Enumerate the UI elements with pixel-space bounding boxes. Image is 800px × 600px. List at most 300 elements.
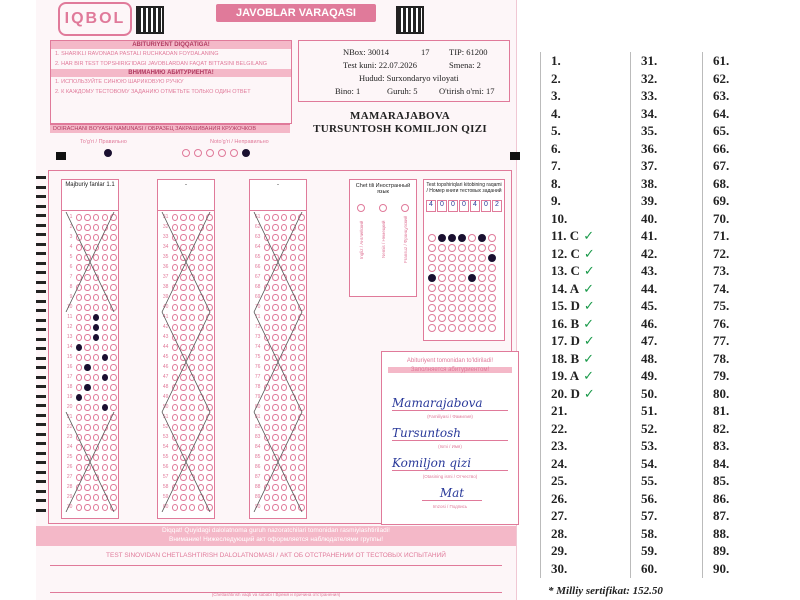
question-number: 37. <box>641 158 658 173</box>
answer-key-row <box>713 420 729 438</box>
seat-value: O'tirish o'rni: 17 <box>439 86 495 96</box>
question-number: 78. <box>713 350 730 366</box>
removal-act-caption: (Chetlashtirish vaqti va sababi / Время и причина отстранения) <box>211 592 341 597</box>
answer-bubble <box>102 344 108 351</box>
question-number: 45. <box>641 298 658 313</box>
bubble-row-number: 34 <box>162 244 169 250</box>
sheet-title: JAVOBLAR VARAQASI <box>216 4 376 22</box>
bubble-row-number: 30 <box>66 504 73 510</box>
wrong-sample-label: Noto'g'ri / Неправильно <box>210 139 269 145</box>
question-number: 61. <box>713 53 730 68</box>
question-number: 4. <box>551 105 561 121</box>
answer-bubble <box>110 314 116 321</box>
book-digit-bubble-column <box>438 232 446 334</box>
timing-tick <box>36 376 46 379</box>
bubble-row <box>62 382 118 392</box>
timing-tick <box>36 300 46 303</box>
answer-key-row <box>551 472 567 490</box>
proctor-notice-uz: Diqqat! Quyidagi dalolatnoma guruh nazoratchilari tomonidan rasmiylashtiriladi! <box>162 527 390 534</box>
wrong-bubble-sample <box>230 149 238 157</box>
answer-bubble <box>84 364 90 371</box>
bubble-row-number: 81 <box>254 414 261 420</box>
answer-bubble <box>76 314 82 321</box>
check-icon: ✓ <box>583 350 595 366</box>
question-number: 85. <box>713 473 730 488</box>
timing-tick <box>36 243 46 246</box>
timing-tick <box>36 347 46 350</box>
answer-column-3 <box>249 179 307 519</box>
answer-key-row <box>551 315 594 333</box>
answer-bubble <box>110 394 116 401</box>
language-option-german: Nemis / Немецкий <box>380 220 386 259</box>
bubble-row-number: 75 <box>254 354 261 360</box>
column-heading: - <box>158 180 214 211</box>
bubble-row-number: 22 <box>66 424 73 430</box>
book-digit-bubble <box>478 304 486 312</box>
timing-tick <box>36 452 46 455</box>
answer-bubble <box>102 324 108 331</box>
language-bubble <box>379 204 387 212</box>
question-number: 64. <box>713 105 730 121</box>
selected-answer: C <box>567 245 580 261</box>
answer-key-row <box>713 70 729 88</box>
book-number-heading: Test topshiriqlari kitobining raqami / Номер книги тестовых заданий <box>426 182 502 194</box>
question-number: 70. <box>713 210 730 226</box>
answer-key-row <box>551 192 561 210</box>
answer-bubble <box>76 364 82 371</box>
check-icon: ✓ <box>583 298 595 313</box>
wrong-bubble-sample <box>218 149 226 157</box>
bubble-row-number: 39 <box>162 294 169 300</box>
question-number: 54. <box>641 455 658 471</box>
book-digit-bubble <box>448 244 456 252</box>
book-digit-bubble <box>438 244 446 252</box>
answer-key-row <box>641 472 657 490</box>
bubble-row-number: 40 <box>162 304 169 310</box>
book-digit-bubble <box>488 234 496 242</box>
book-digit-bubble <box>448 314 456 322</box>
first-name-label: (Ismi / Имя) <box>438 444 462 449</box>
test-book-number-box <box>423 179 505 341</box>
question-number: 51. <box>641 403 658 418</box>
sheet-logo: IQBOL <box>58 2 132 36</box>
answer-bubble <box>102 394 108 401</box>
answer-key-row <box>713 87 729 105</box>
question-number: 83. <box>713 438 730 453</box>
question-number: 28. <box>551 525 568 541</box>
book-digit-bubble <box>438 284 446 292</box>
bubble-row-number: 12 <box>66 324 73 330</box>
question-number: 42. <box>641 245 658 261</box>
bubble-row <box>62 402 118 412</box>
answer-key-row <box>641 332 657 350</box>
question-number: 9. <box>551 193 561 208</box>
answer-column-1 <box>61 179 119 519</box>
bubble-row-number: 20 <box>66 404 73 410</box>
answer-key-column-3 <box>702 52 775 578</box>
question-number: 57. <box>641 508 658 523</box>
answer-key-row <box>551 385 595 403</box>
answer-key-row <box>641 87 657 105</box>
book-digit-bubble <box>458 264 466 272</box>
answer-key-row <box>551 210 567 228</box>
book-digit-bubble <box>468 294 476 302</box>
timing-tick <box>36 214 46 217</box>
answer-bubble <box>110 384 116 391</box>
timing-tick <box>36 414 46 417</box>
answer-column-2 <box>157 179 215 519</box>
answer-key-row <box>551 70 561 88</box>
certificate-score: * Milliy sertifikat: 152.50 <box>548 585 663 597</box>
question-number: 10. <box>551 210 568 226</box>
question-number: 62. <box>713 70 730 86</box>
selected-answer: D <box>567 385 580 401</box>
check-icon: ✓ <box>583 280 595 296</box>
bubble-row-number: 23 <box>66 434 73 440</box>
answer-key-row <box>713 455 729 473</box>
answer-bubble <box>93 404 99 411</box>
bubble-row-number: 41 <box>162 314 169 320</box>
bubble-row-number: 84 <box>254 444 261 450</box>
bubble-row-number: 63 <box>254 234 261 240</box>
test-date: Test kuni: 22.07.2026 <box>343 60 418 70</box>
answer-bubble <box>102 404 108 411</box>
answer-bubble <box>102 384 108 391</box>
question-number: 21. <box>551 403 568 418</box>
tip-value: TIP: 61200 <box>449 47 488 57</box>
answer-key-row <box>551 402 567 420</box>
bubble-row <box>62 392 118 402</box>
answer-key-row <box>641 157 657 175</box>
bubble-row-number: 47 <box>162 374 169 380</box>
book-digit-bubble <box>468 314 476 322</box>
bubble-row-number: 52 <box>162 424 169 430</box>
answer-key-row <box>641 192 657 210</box>
timing-tick <box>36 328 46 331</box>
book-digit-bubble <box>438 314 446 322</box>
question-number: 43. <box>641 263 658 278</box>
answer-key-row <box>713 140 729 158</box>
question-number: 72. <box>713 245 730 261</box>
book-digit-bubble <box>448 254 456 262</box>
answer-key-row <box>551 420 567 438</box>
answer-key-row <box>713 175 729 193</box>
book-digit-bubble <box>428 244 436 252</box>
answer-key-row <box>641 227 657 245</box>
bubble-row-number: 38 <box>162 284 169 290</box>
question-number: 16. <box>551 315 568 331</box>
qr-code-left <box>136 6 164 34</box>
answer-bubble <box>93 374 99 381</box>
book-digit-bubble-column <box>458 232 466 334</box>
bubble-row-number: 46 <box>162 364 169 370</box>
book-digit-bubble <box>428 234 436 242</box>
book-digit-bubble <box>478 244 486 252</box>
bubble-row-number: 49 <box>162 394 169 400</box>
answer-key-column-1 <box>540 52 613 578</box>
bubble-row-number: 43 <box>162 334 169 340</box>
answer-key-row <box>713 350 729 368</box>
bubble-row-number: 36 <box>162 264 169 270</box>
bubble-row-number: 76 <box>254 364 261 370</box>
timing-tick <box>36 252 46 255</box>
book-digit-bubble <box>488 244 496 252</box>
foreign-language-box <box>349 179 417 297</box>
check-icon: ✓ <box>583 228 595 243</box>
answer-bubble <box>76 394 82 401</box>
answer-bubble <box>84 394 90 401</box>
answer-key-row <box>551 437 567 455</box>
answer-key-row <box>641 507 657 525</box>
question-number: 76. <box>713 315 730 331</box>
question-number: 89. <box>713 543 730 558</box>
answer-key-row <box>551 332 595 350</box>
timing-tick <box>36 471 46 474</box>
instruction-line: 1. ИСПОЛЬЗУЙТЕ СИНЮЮ ШАРИКОВУЮ РУЧКУ <box>55 79 184 85</box>
selected-answer: D <box>567 298 580 313</box>
bubble-row-number: 79 <box>254 394 261 400</box>
answer-bubble <box>93 354 99 361</box>
answer-key-row <box>641 105 657 123</box>
shift-value: Smena: 2 <box>449 60 481 70</box>
book-digit-bubble <box>458 254 466 262</box>
book-digit-bubble <box>468 284 476 292</box>
selected-answer: D <box>567 333 580 348</box>
question-number: 33. <box>641 88 658 103</box>
surname-label: (Familiyasi / Фамилия) <box>427 414 473 419</box>
answer-key-row <box>641 420 657 438</box>
question-number: 41. <box>641 228 658 243</box>
cross-out-mark <box>250 312 306 412</box>
answer-key-row <box>551 525 567 543</box>
wrong-bubble-sample <box>206 149 214 157</box>
answer-key-row <box>641 367 657 385</box>
bubble-row-number: 48 <box>162 384 169 390</box>
book-digit-bubble <box>488 294 496 302</box>
answer-key-row <box>551 52 561 70</box>
timing-tick <box>36 490 46 493</box>
answer-key-row <box>551 507 567 525</box>
answer-bubble <box>110 354 116 361</box>
answer-key-row <box>551 140 561 158</box>
book-digit-bubble <box>438 274 446 282</box>
answer-key-row <box>713 507 729 525</box>
answer-key-row <box>641 542 657 560</box>
answer-grid-area <box>48 170 512 524</box>
book-digit: 0 <box>437 200 447 212</box>
answer-bubble <box>76 374 82 381</box>
bubble-row-number: 60 <box>162 504 169 510</box>
bubble-row-number: 77 <box>254 374 261 380</box>
answer-bubble <box>84 384 90 391</box>
cross-out-mark <box>158 312 214 412</box>
bubble-row-number: 35 <box>162 254 169 260</box>
answer-bubble <box>93 364 99 371</box>
bubble-row-number: 90 <box>254 504 261 510</box>
bubble-row-number: 72 <box>254 324 261 330</box>
bubble-row-number: 67 <box>254 274 261 280</box>
question-number: 90. <box>713 560 730 576</box>
book-digit: 0 <box>481 200 491 212</box>
answer-key-row <box>551 105 561 123</box>
question-number: 34. <box>641 105 658 121</box>
timing-tick <box>36 442 46 445</box>
book-digit-bubble <box>438 264 446 272</box>
answer-key-row <box>713 385 729 403</box>
book-digit-bubble <box>428 264 436 272</box>
cross-out-mark <box>62 412 118 512</box>
answer-key-row <box>713 297 729 315</box>
timing-tick <box>36 404 46 407</box>
bubble-row-number: 54 <box>162 444 169 450</box>
answer-key-row <box>713 105 729 123</box>
book-digit-bubble <box>448 304 456 312</box>
question-number: 75. <box>713 298 730 313</box>
bubble-row-number: 42 <box>162 324 169 330</box>
timing-tick <box>36 262 46 265</box>
book-digit-bubble <box>448 264 456 272</box>
question-number: 25. <box>551 473 568 488</box>
question-number: 7. <box>551 158 561 173</box>
bubble-row-number: 69 <box>254 294 261 300</box>
candidate-surname: MAMARAJABOVA <box>350 110 450 122</box>
book-digit: 0 <box>459 200 469 212</box>
answer-bubble <box>93 314 99 321</box>
timing-tick <box>36 366 46 369</box>
answer-bubble <box>84 314 90 321</box>
question-number: 13. <box>551 263 568 278</box>
book-digit-bubble <box>468 264 476 272</box>
question-number: 27. <box>551 508 568 523</box>
book-digit-bubble <box>478 314 486 322</box>
bubble-row-number: 28 <box>66 484 73 490</box>
answer-key-row <box>713 542 729 560</box>
book-digit-bubble-column <box>488 232 496 334</box>
answer-key-row <box>713 245 729 263</box>
bubble-row-number: 80 <box>254 404 261 410</box>
question-number: 59. <box>641 543 658 558</box>
answer-bubble <box>102 334 108 341</box>
timing-tick <box>36 195 46 198</box>
bubble-row-number: 7 <box>69 274 73 280</box>
book-digit-bubble <box>488 314 496 322</box>
question-number: 38. <box>641 175 658 191</box>
question-number: 69. <box>713 193 730 208</box>
answer-key-row <box>551 367 594 385</box>
bubble-row-number: 2 <box>69 224 73 230</box>
book-digit-bubble <box>458 234 466 242</box>
bubble-row-number: 70 <box>254 304 261 310</box>
answer-key-row <box>713 367 729 385</box>
book-digit: 4 <box>426 200 436 212</box>
book-digit-bubble <box>428 324 436 332</box>
bubble-sample <box>50 124 290 165</box>
bubble-row-number: 62 <box>254 224 261 230</box>
answer-key-row <box>713 280 729 298</box>
bubble-row-number: 9 <box>69 294 73 300</box>
question-number: 86. <box>713 490 730 506</box>
filled-bubble-sample <box>104 149 112 157</box>
bubble-row-number: 74 <box>254 344 261 350</box>
answer-key-row <box>641 385 657 403</box>
question-number: 39. <box>641 193 658 208</box>
book-digit-bubble <box>428 274 436 282</box>
question-number: 84. <box>713 455 730 471</box>
question-number: 12. <box>551 245 568 261</box>
answer-key-row <box>551 542 567 560</box>
alignment-marker <box>510 152 520 160</box>
answer-key-row <box>713 227 729 245</box>
answer-key-row <box>713 157 729 175</box>
answer-bubble <box>84 344 90 351</box>
book-digit: 4 <box>470 200 480 212</box>
wrong-bubble-sample <box>194 149 202 157</box>
answer-key-row <box>713 210 729 228</box>
column-heading: - <box>250 180 306 211</box>
question-number: 82. <box>713 420 730 436</box>
bubble-row-number: 57 <box>162 474 169 480</box>
book-digit-bubble <box>488 324 496 332</box>
book-digit-bubble <box>468 324 476 332</box>
question-number: 6. <box>551 140 561 156</box>
bubble-row <box>62 332 118 342</box>
group-value: Guruh: 5 <box>387 86 418 96</box>
question-number: 88. <box>713 525 730 541</box>
bubble-row-number: 16 <box>66 364 73 370</box>
timing-tick <box>36 433 46 436</box>
bubble-row-number: 17 <box>66 374 73 380</box>
question-number: 81. <box>713 403 730 418</box>
bubble-row-number: 8 <box>69 284 73 290</box>
timing-tick <box>36 281 46 284</box>
answer-bubble <box>93 344 99 351</box>
question-number: 8. <box>551 175 561 191</box>
bubble-row-number: 6 <box>69 264 73 270</box>
book-digit-bubble <box>428 314 436 322</box>
selected-answer: C <box>566 228 580 243</box>
answer-key-row <box>551 122 561 140</box>
region-value: Hudud: Surxondaryo viloyati <box>359 73 459 83</box>
language-bubble <box>401 204 409 212</box>
book-digit-bubble <box>428 304 436 312</box>
patronymic-label: (Otasining ismi / Отчество) <box>422 474 478 479</box>
question-number: 1. <box>551 53 561 68</box>
qr-code-right <box>396 6 424 34</box>
bubble-row <box>62 322 118 332</box>
answer-bubble <box>84 374 90 381</box>
answer-key-row <box>641 350 657 368</box>
book-digit-bubble <box>488 304 496 312</box>
timing-tick <box>36 509 46 512</box>
answer-key-row <box>641 315 657 333</box>
answer-bubble <box>84 354 90 361</box>
cross-out-mark <box>250 412 306 512</box>
selected-answer: A <box>567 280 580 296</box>
book-digit-bubble <box>428 284 436 292</box>
bubble-row-number: 64 <box>254 244 261 250</box>
selected-answer: C <box>567 263 580 278</box>
removal-act-field <box>50 565 502 593</box>
instruction-line: 1. SHARIKLI RAVONADA PASTALI RUCHKADAN FOYDALANING <box>55 51 219 57</box>
answer-key-row <box>551 297 595 315</box>
question-number: 26. <box>551 490 568 506</box>
book-digit-bubble <box>488 274 496 282</box>
question-number: 79. <box>713 368 730 383</box>
timing-tick <box>36 205 46 208</box>
answer-key-row <box>551 245 595 263</box>
question-number: 23. <box>551 438 568 453</box>
question-number: 65. <box>713 123 730 138</box>
